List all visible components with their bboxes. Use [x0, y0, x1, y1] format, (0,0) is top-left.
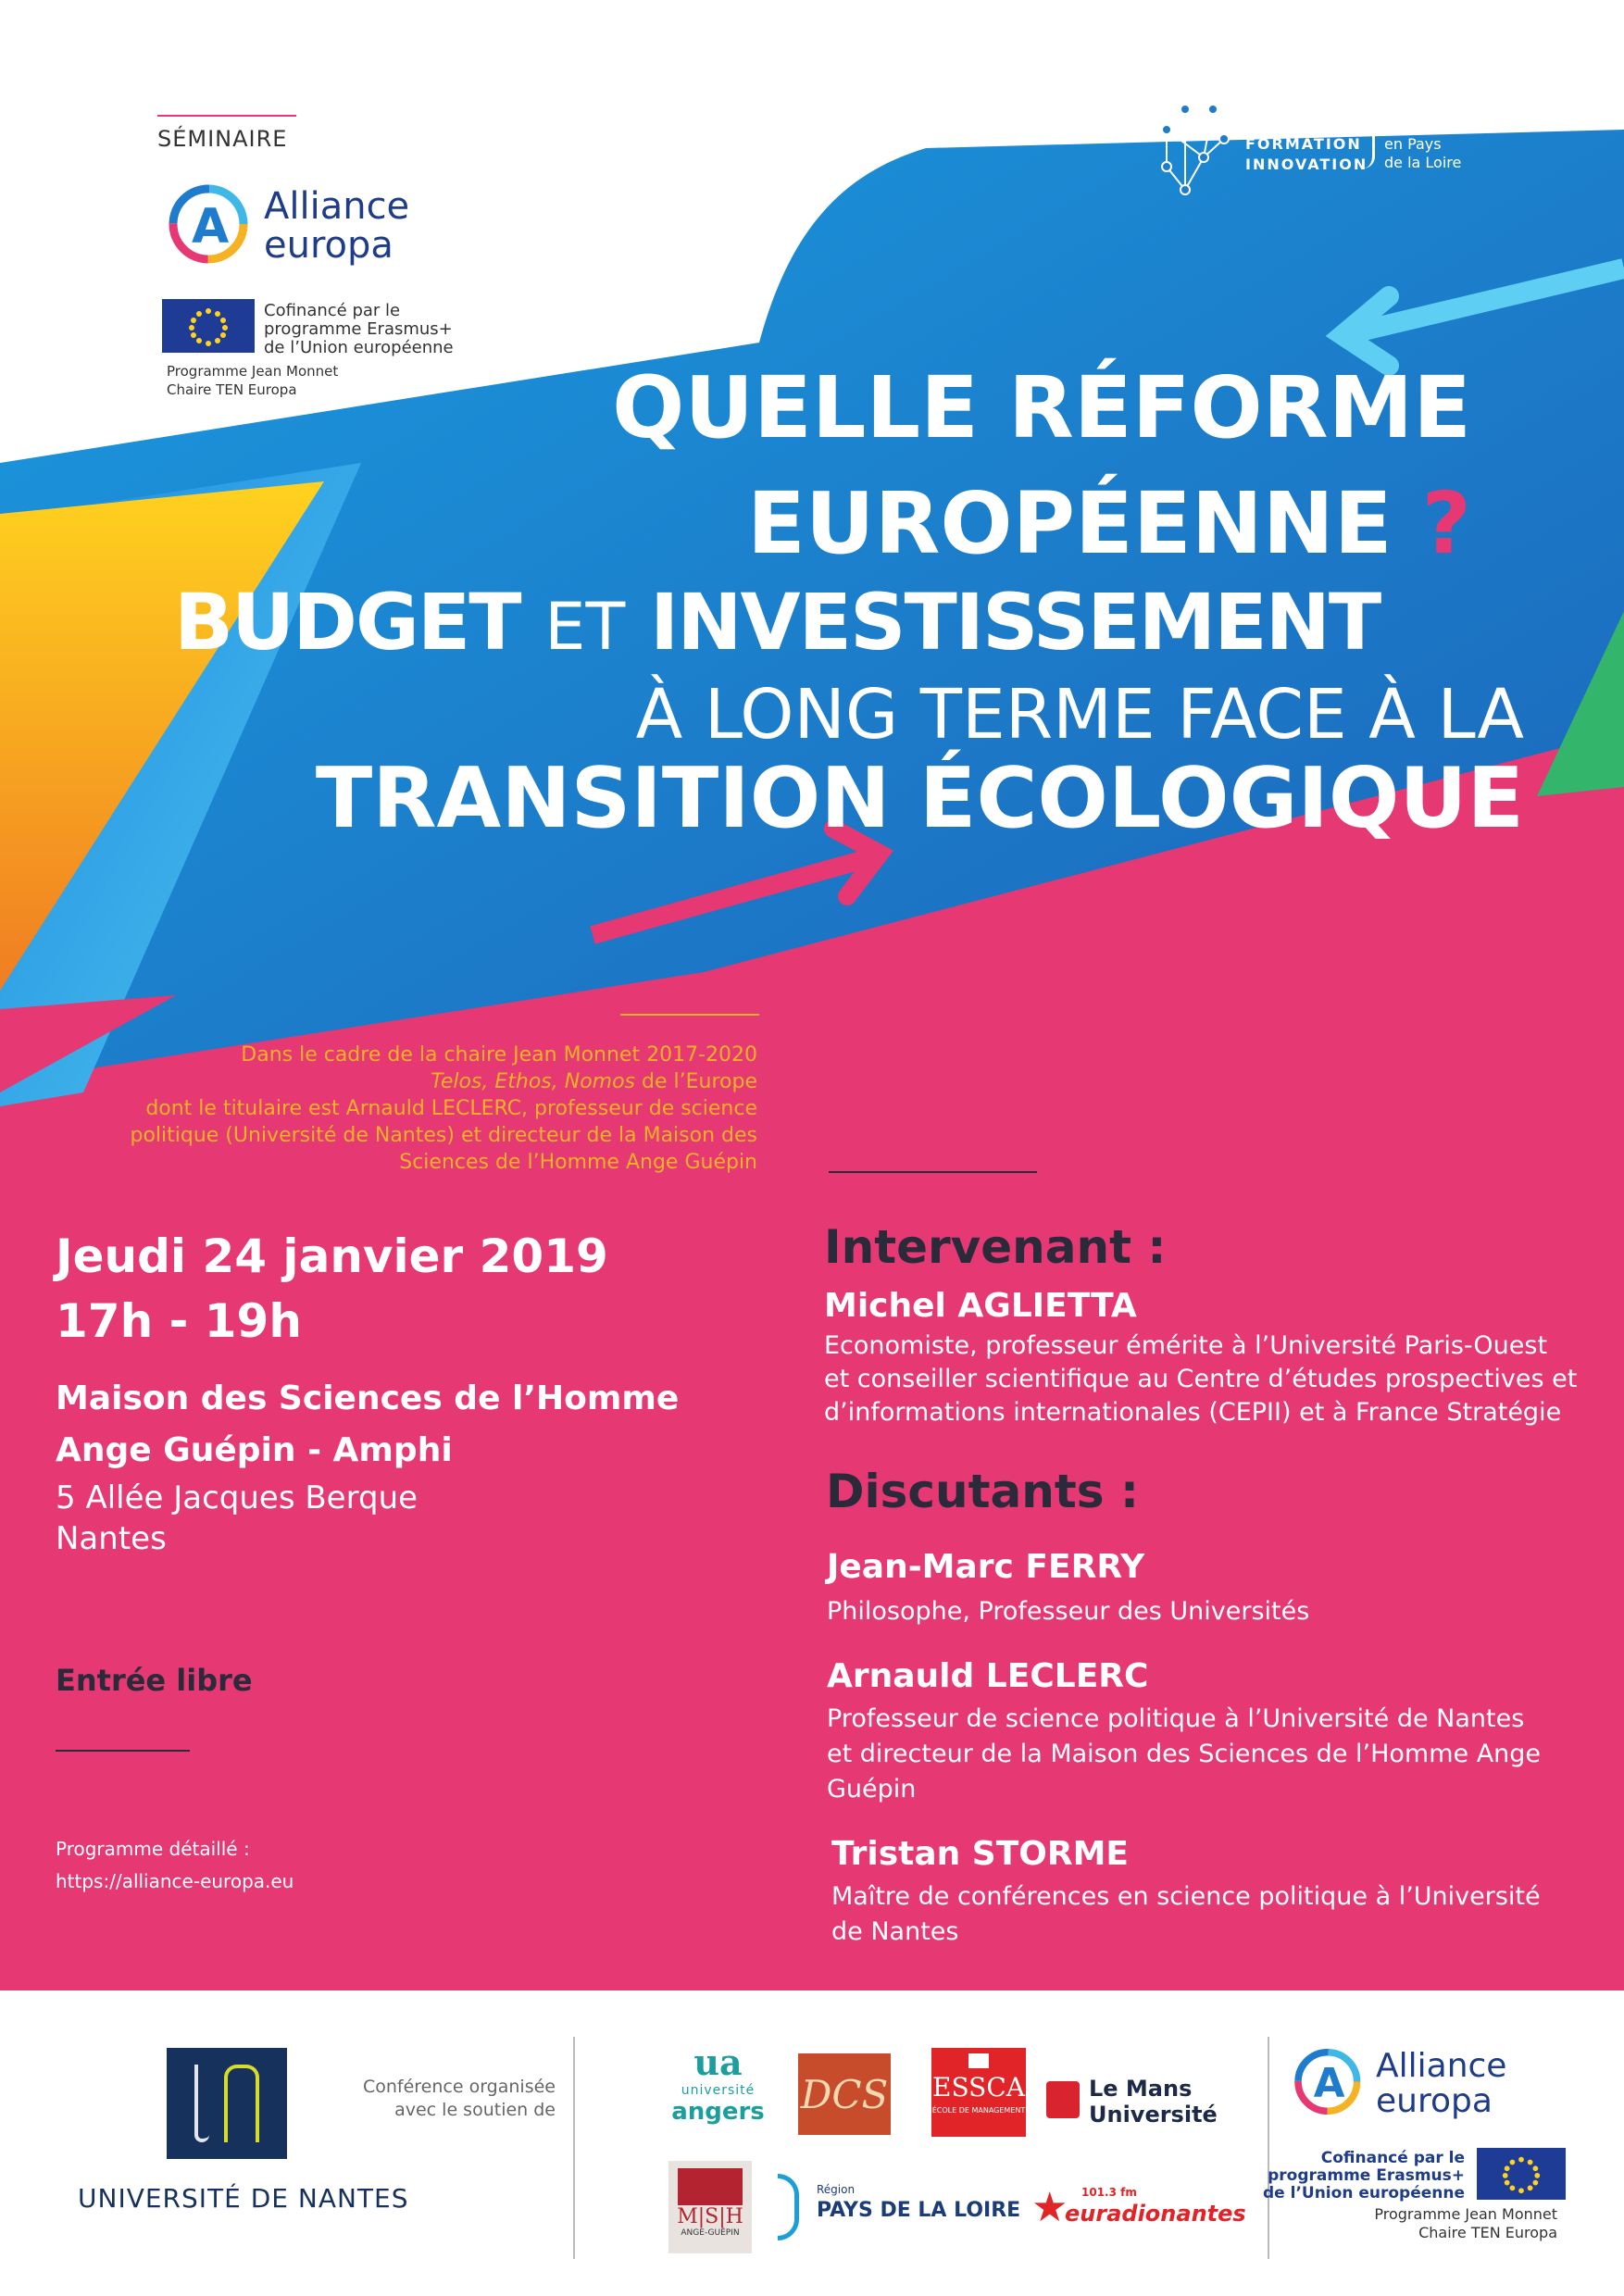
discutant-2-desc-line: Guépin: [827, 1775, 917, 1803]
footer-eu-line: Cofinancé par le: [1320, 2149, 1465, 2167]
msh-logo-sub: ANGE-GUÉPIN: [681, 2228, 740, 2238]
context-line: dont le titulaire est Arnauld LECLERC, professeur de science: [145, 1097, 757, 1120]
alliance-logo-text-2: europa: [264, 224, 394, 267]
programme-text: [167, 362, 338, 399]
context-rule: [620, 1014, 759, 1016]
context-line: Sciences de l’Homme Ange Guépin: [399, 1151, 757, 1174]
title-line-5: TRANSITION ÉCOLOGIQUE: [315, 750, 1524, 847]
region-logo-line: PAYS DE LA LOIRE: [817, 2199, 1021, 2222]
discutant-2-desc-line: et directeur de la Maison des Sciences de l’Homme Ange: [827, 1740, 1542, 1768]
programme-line: Programme Jean Monnet: [167, 363, 339, 380]
dcs-logo-text: DCS: [800, 2071, 889, 2117]
discutant-3-desc-line: Maître de conférences en science politique à l’Université: [831, 1882, 1541, 1911]
entry-label: Entrée libre: [56, 1663, 253, 1698]
rfi-line-3: INNOVATION: [1245, 156, 1368, 173]
title-line-3: [174, 577, 1380, 668]
eu-cofinance-line: programme Erasmus+: [264, 319, 453, 339]
discutant-1-desc: Philosophe, Professeur des Universités: [827, 1597, 1310, 1626]
footer-programme-line: Programme Jean Monnet: [1374, 2205, 1557, 2223]
speakers-rule: [829, 1171, 1037, 1173]
footer-programme-line: Chaire TEN Europa: [1418, 2224, 1557, 2241]
region-logo-line: Région: [817, 2183, 856, 2196]
eu-flag-icon: [162, 299, 255, 353]
context-line: Dans le cadre de la chaire Jean Monnet 2017-2020: [241, 1043, 757, 1067]
euradio-star-icon: ★: [1031, 2184, 1068, 2231]
discutant-2-name: Arnauld LECLERC: [827, 1657, 1149, 1695]
network-icon: [1157, 102, 1231, 204]
header-rule: [157, 115, 296, 117]
context-line: [130, 1068, 757, 1095]
context-line: politique (Université de Nantes) et directeur de la Maison des: [130, 1124, 757, 1147]
intervenant-desc-line: et conseiller scientifique au Centre d’études prospectives et: [824, 1365, 1578, 1393]
angers-logo-mark: ua: [693, 2041, 743, 2083]
alliance-logo-icon: [162, 176, 264, 278]
discutant-3-name: Tristan STORME: [831, 1835, 1130, 1873]
footer-eu-line: programme Erasmus+: [1268, 2166, 1465, 2185]
euradio-freq: 101.3 fm: [1081, 2186, 1137, 2199]
footer-eu-text: [1263, 2150, 1465, 2202]
msh-logo-text: M|S|H: [677, 2205, 743, 2228]
alliance-europa-logo: [162, 176, 440, 278]
essca-logo: [931, 2048, 1026, 2137]
euradio-logo: [1028, 2180, 1246, 2236]
intervenant-heading: Intervenant :: [824, 1220, 1167, 1274]
region-icon: [778, 2174, 799, 2240]
discutants-heading: Discutants :: [826, 1465, 1139, 1518]
univ-nantes-label: UNIVERSITÉ DE NANTES: [78, 2183, 409, 2214]
eu-cofinance-line: de l’Union européenne: [264, 338, 454, 357]
footer-alliance-icon: [1289, 2041, 1374, 2127]
footer-eu-flag-icon: [1477, 2148, 1566, 2200]
footer-alliance-logo: [1289, 2041, 1567, 2125]
title-line-2-text: EUROPÉENNE: [747, 474, 1393, 573]
rfi-logo: [1157, 102, 1481, 204]
title-line-1: QUELLE RÉFORME: [612, 358, 1471, 457]
lemans-logo: [1046, 2076, 1218, 2131]
rfi-region-2: de la Loire: [1384, 154, 1462, 171]
eu-cofinance-text: [264, 302, 454, 357]
event-time: 17h - 19h: [56, 1294, 302, 1348]
venue-line-2: Ange Guépin - Amphi: [56, 1431, 453, 1469]
organised-line: Conférence organisée: [362, 2077, 556, 2097]
discutant-2-desc: [827, 1702, 1541, 1807]
rfi-line-2: FORMATION: [1245, 135, 1362, 153]
svg-text:A: A: [192, 199, 230, 255]
svg-text:A: A: [1313, 2061, 1345, 2108]
programme-url[interactable]: https://alliance-europa.eu: [56, 1870, 294, 1892]
eu-cofinance-line: Cofinancé par le: [264, 301, 401, 320]
intervenant-desc-line: Economiste, professeur émérite à l’Université Paris-Ouest: [824, 1331, 1548, 1360]
msh-logo: [668, 2161, 752, 2253]
lemans-logo-line: Université: [1089, 2102, 1218, 2128]
discutant-2-desc-line: Professeur de science politique à l’Université de Nantes: [827, 1704, 1525, 1733]
discutant-1-name: Jean-Marc FERRY: [827, 1548, 1145, 1586]
alliance-logo-text-1: Alliance: [264, 185, 410, 228]
msh-icon: [678, 2168, 743, 2205]
title-budget: BUDGET: [174, 577, 520, 668]
angers-logo: [665, 2041, 771, 2134]
title-line-2: [747, 474, 1471, 573]
organised-line: avec le soutien de: [394, 2100, 556, 2120]
angers-logo-line: université: [681, 2083, 756, 2098]
context-italic: Telos, Ethos, Nomos: [431, 1070, 636, 1093]
essca-logo-text: ESSCA: [932, 2072, 1025, 2103]
footer-programme-text: [1374, 2205, 1557, 2242]
programme-detail-label: Programme détaillé :: [56, 1838, 250, 1860]
angers-logo-line: angers: [671, 2098, 765, 2126]
title-line-4: À LONG TERME FACE À LA: [635, 675, 1524, 755]
organised-text: [363, 2076, 556, 2122]
region-logo: [778, 2174, 1021, 2239]
euradio-name: euradionantes: [1065, 2201, 1246, 2227]
rfi-bracket: [1363, 115, 1375, 168]
footer-alliance-text-1: Alliance: [1376, 2047, 1507, 2085]
footer-alliance-text-2: europa: [1376, 2082, 1493, 2120]
footer-eu-line: de l’Union européenne: [1263, 2184, 1465, 2202]
univ-nantes-logo-icon: [167, 2048, 287, 2159]
essca-logo-sub: ÉCOLE DE MANAGEMENT: [931, 2106, 1026, 2115]
title-question-mark: ?: [1421, 474, 1471, 573]
seminar-label: SÉMINAIRE: [157, 126, 288, 152]
intervenant-desc: [824, 1329, 1577, 1429]
event-date: Jeudi 24 janvier 2019: [56, 1229, 608, 1283]
context-line-rest: de l’Europe: [635, 1070, 757, 1093]
programme-line: Chaire TEN Europa: [167, 381, 297, 398]
venue-city: Nantes: [56, 1520, 167, 1557]
discutant-3-desc: [831, 1879, 1541, 1950]
rfi-region-1: en Pays: [1384, 135, 1442, 153]
venue-address: 5 Allée Jacques Berque: [56, 1479, 418, 1516]
title-et: ET: [544, 589, 626, 665]
lemans-icon: [1046, 2081, 1080, 2118]
entry-rule: [56, 1750, 190, 1752]
intervenant-desc-line: d’informations internationales (CEPII) et à France Stratégie: [824, 1398, 1562, 1427]
intervenant-name: Michel AGLIETTA: [824, 1287, 1137, 1325]
essca-icon: [968, 2053, 989, 2068]
lemans-logo-line: Le Mans: [1089, 2076, 1193, 2102]
dcs-logo: [798, 2053, 891, 2135]
discutant-3-desc-line: de Nantes: [831, 1917, 959, 1946]
venue-line-1: Maison des Sciences de l’Homme: [56, 1379, 680, 1417]
title-investissement: INVESTISSEMENT: [650, 577, 1380, 668]
context-block: [130, 1042, 757, 1176]
rfi-line-1: RECHERCHE: [1245, 115, 1354, 132]
